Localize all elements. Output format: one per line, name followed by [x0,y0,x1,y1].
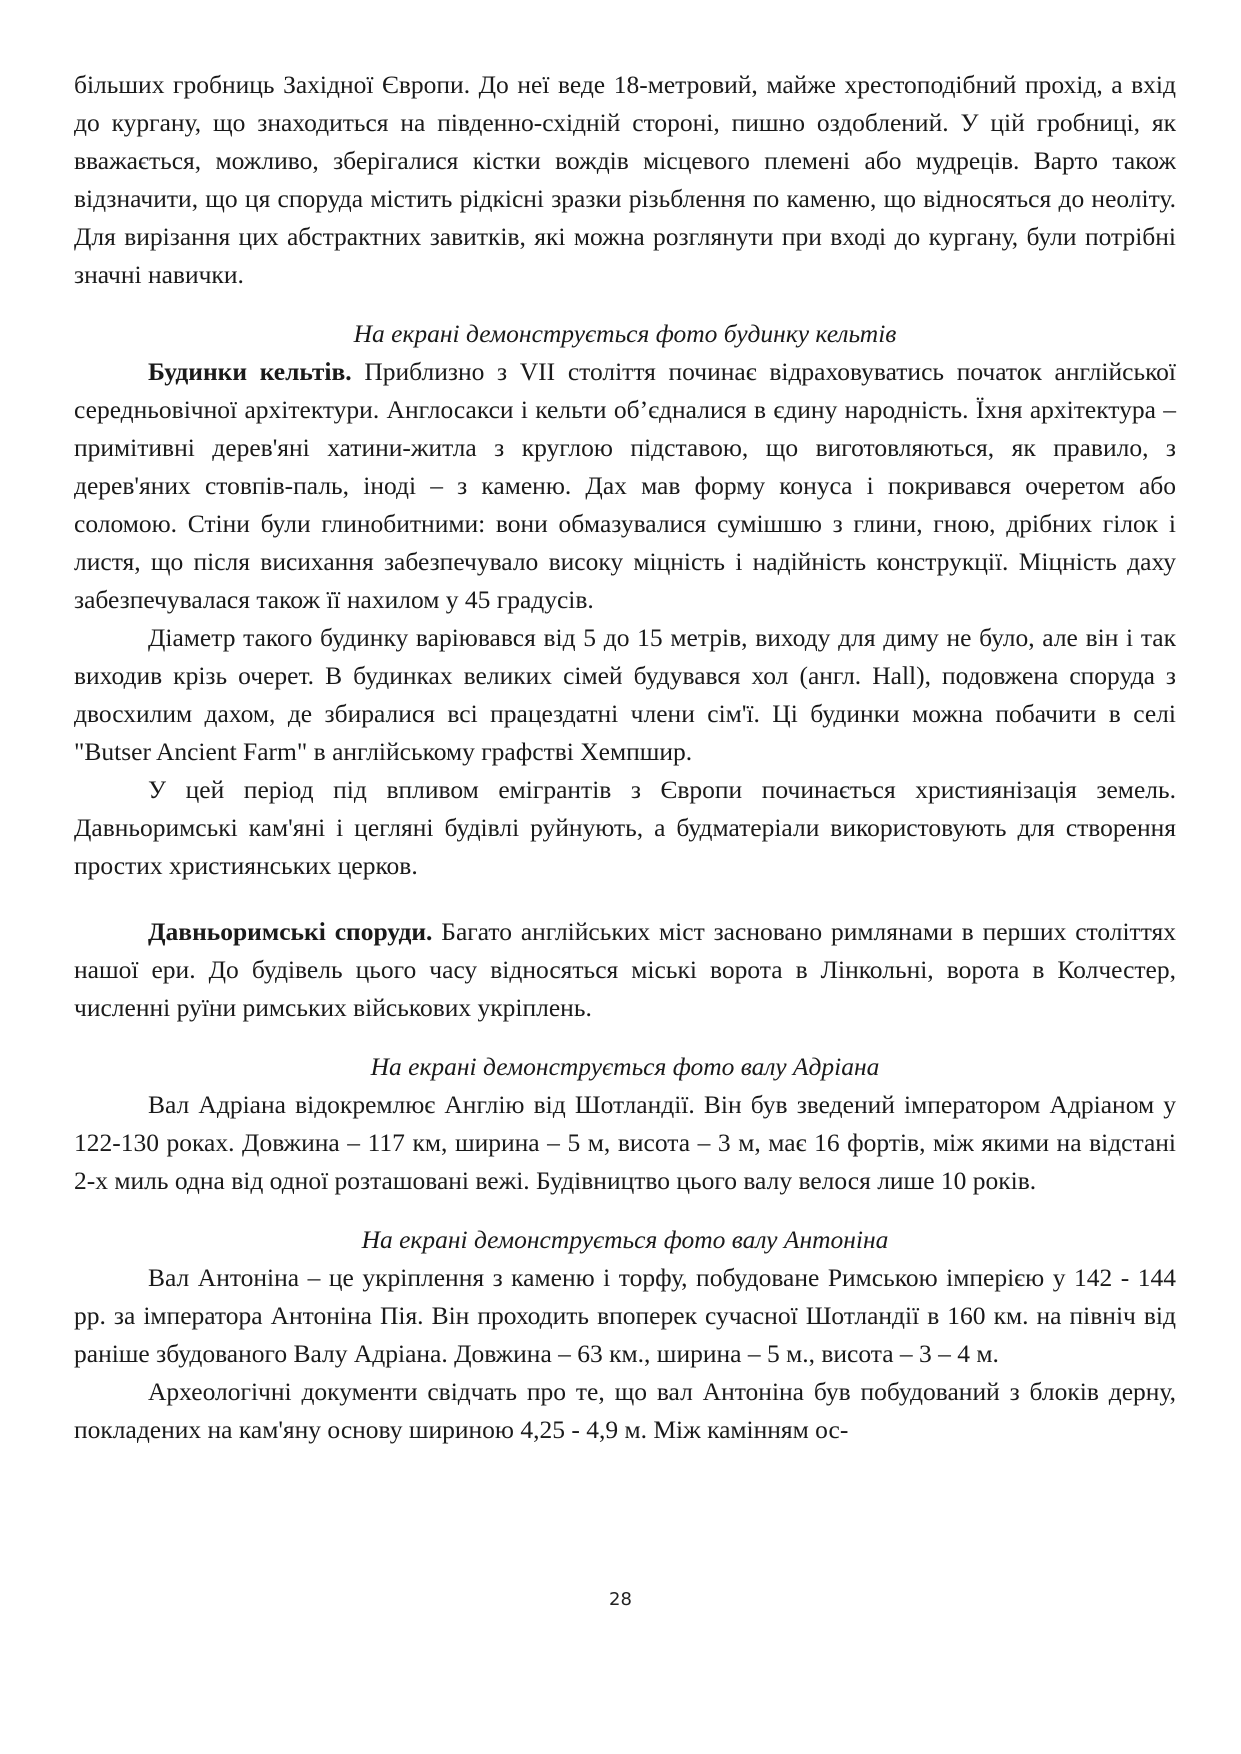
paragraph-roman-buildings [74,913,1176,1027]
term-roman-buildings: Давньоримські споруди. [148,917,433,946]
term-celtic-houses: Будинки кельтів. [148,357,352,386]
caption-celtic-house: На екрані демонструється фото будинку кельтів [353,319,897,348]
roman-buildings-body: Багато англійських міст засновано римлянами в перших століттях нашої ери. До будівель цього часу відносяться міські ворота в Лінкольні, ворота в Колчестер, численні руїни римських військових укріплень. [74,917,1176,1022]
paragraph-celtic-houses [74,353,1176,619]
paragraph-intro: більших гробниць Західної Європи. До неї веде 18-метровий, майже хрестоподібний прохід, а вхід до кургану, що знаходиться на південно-східній стороні, пишно оздоблений. У цій гробниці, як вважається, можливо, зберігалися кістки вождів місцевого племені або мудреців. Варто також відзначити, що ця споруда містить рідкісні зразки різьблення по каменю, що відносяться до неоліту. Для вирізання цих абстрактних завитків, які можна розглянути при вході до кургану, були потрібні значні навички. [74,70,1176,289]
celtic-houses-body: Приблизно з VII століття починає відраховуватись початок англійської середньовічної архітектури. Англосакси і кельти об’єдналися в єдину народність. Їхня архітектура – примітивні дерев'яні хатини-житла з круглою підставою, що виготовляються, як правило, з дерев'яних стовпів-паль, іноді – з каменю. Дах мав форму конуса і покривався очеретом або соломою. Стіни були глинобитними: вони обмазувалися сумішшю з глини, гною, дрібних гілок і листя, що після висихання забезпечувало високу міцність і надійність конструкції. Міцність даху забезпечувалася також її нахилом у 45 градусів. [74,357,1176,614]
paragraph-diameter: Діаметр такого будинку варіювався від 5 до 15 метрів, виходу для диму не було, але він і так виходив крізь очерет. В будинках великих сімей будувався хол (англ. Hall), подовжена споруда з двосхилим дахом, де збиралися всі працездатні члени сім'ї. Ці будинки можна побачити в селі "Butser Ancient Farm" в англійському графстві Хемпшир. [74,623,1176,766]
page-number: 28 [609,1589,632,1610]
paragraph-christianization: У цей період під впливом емігрантів з Європи починається християнізація земель. Давньоримські кам'яні і цегляні будівлі руйнують, а будматеріали використовують для створення простих християнських церков. [74,775,1176,880]
caption-antonine-wall: На екрані демонструється фото валу Антоніна [361,1225,889,1254]
document-page [74,66,1176,1449]
paragraph-hadrian-wall: Вал Адріана відокремлює Англію від Шотландії. Він був зведений імператором Адріаном у 122-130 роках. Довжина – 117 км, ширина – 5 м, висота – 3 м, має 16 фортів, між якими на відстані 2-х миль одна від одної розташовані вежі. Будівництво цього валу велося лише 10 років. [74,1090,1176,1195]
paragraph-archaeology: Археологічні документи свідчать про те, що вал Антоніна був побудований з блоків дерну, покладених на кам'яну основу шириною 4,25 - 4,9 м. Між камінням ос- [74,1377,1176,1444]
paragraph-antonine-wall: Вал Антоніна – це укріплення з каменю і торфу, побудоване Римською імперією у 142 - 144 рр. за імператора Антоніна Пія. Він проходить впоперек сучасної Шотландії в 160 км. на північ від раніше збудованого Валу Адріана. Довжина – 63 км., ширина – 5 м., висота – 3 – 4 м. [74,1263,1176,1368]
caption-hadrian-wall: На екрані демонструється фото валу Адріана [370,1052,880,1081]
